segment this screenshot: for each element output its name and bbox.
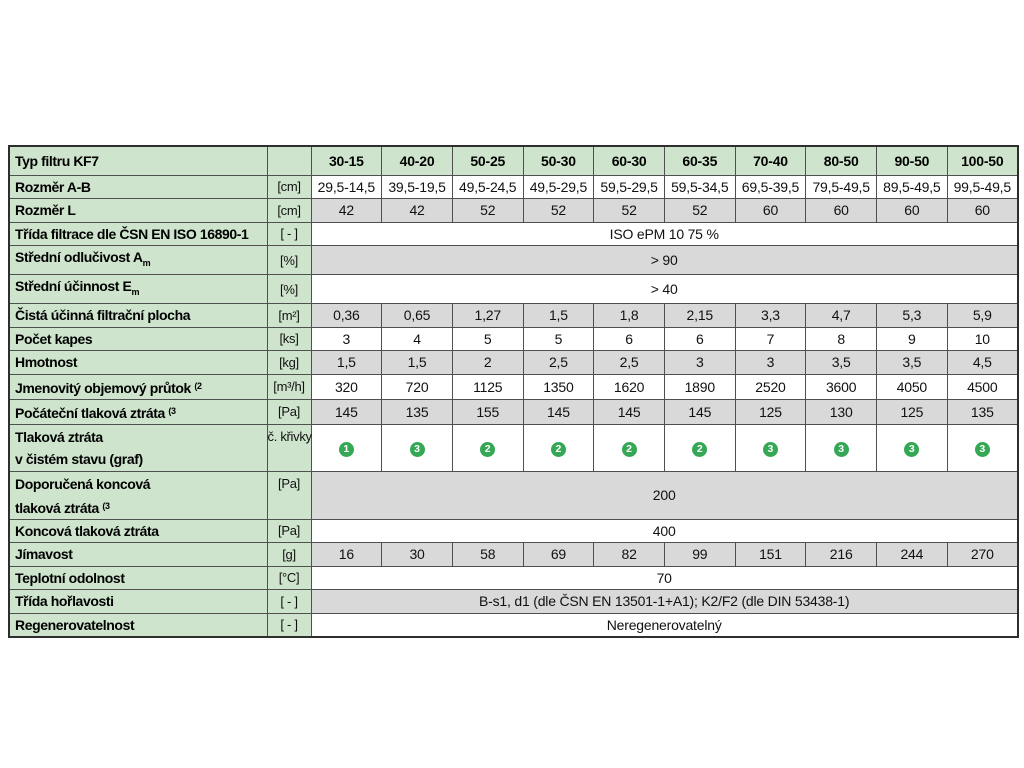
table-row-rozmer-l [9, 199, 1018, 223]
cell-pocatecni-tlakova-ztrata-9: 135 [947, 399, 1018, 424]
label-text: (2 [194, 380, 202, 391]
filter-spec-table [8, 145, 1019, 638]
table-row-stredni-ucinnost [9, 275, 1018, 304]
label-line [15, 520, 267, 542]
label-text: Rozměr L [15, 202, 76, 219]
cell-cista-plocha-9: 5,9 [947, 304, 1018, 328]
row-label-regenerovatelnost [9, 613, 267, 637]
label-text: Čistá účinná filtrační plocha [15, 307, 191, 324]
table-row-trida-horlavosti [9, 590, 1018, 614]
cell-rozmer-a-b-5: 59,5-34,5 [664, 175, 735, 199]
cell-pocatecni-tlakova-ztrata-8: 125 [877, 399, 948, 424]
label-text: Jmenovitý objemový průtok [15, 379, 195, 396]
curve-number-badge: 1 [339, 442, 354, 457]
cell-cista-plocha-4: 1,8 [594, 304, 665, 328]
curve-number-badge: 3 [763, 442, 778, 457]
cell-rozmer-a-b-2: 49,5-24,5 [452, 175, 523, 199]
cell-jmenovity-prutok-6: 2520 [735, 374, 806, 399]
cell-rozmer-a-b-1: 39,5-19,5 [382, 175, 453, 199]
row-unit-teplotni-odolnost: [°C] [267, 566, 311, 590]
column-header-9: 100-50 [947, 146, 1018, 175]
label-line [15, 223, 267, 245]
row-label-rozmer-a-b [9, 175, 267, 199]
column-header-6: 70-40 [735, 146, 806, 175]
row-label-cista-plocha [9, 304, 267, 328]
cell-stredni-ucinnost: > 40 [311, 275, 1018, 304]
cell-cista-plocha-2: 1,27 [452, 304, 523, 328]
cell-hmotnost-6: 3 [735, 351, 806, 375]
cell-cista-plocha-0: 0,36 [311, 304, 382, 328]
label-text: Počet kapes [15, 330, 93, 347]
row-unit-regenerovatelnost: [ - ] [267, 613, 311, 637]
row-unit-pocatecni-tlakova-ztrata: [Pa] [267, 399, 311, 424]
label-text: Koncová tlaková ztráta [15, 522, 159, 539]
cell-pocet-kapes-3: 5 [523, 327, 594, 351]
cell-rozmer-l-8: 60 [877, 199, 948, 223]
label-text: Hmotnost [15, 354, 78, 371]
cell-rozmer-l-5: 52 [664, 199, 735, 223]
row-label-pocatecni-tlakova-ztrata [9, 399, 267, 424]
label-line [15, 199, 267, 221]
row-unit-jimavost: [g] [267, 543, 311, 567]
row-label-pocet-kapes [9, 327, 267, 351]
column-header-3: 50-30 [523, 146, 594, 175]
cell-rozmer-l-4: 52 [594, 199, 665, 223]
cell-pocatecni-tlakova-ztrata-4: 145 [594, 399, 665, 424]
cell-pocet-kapes-7: 8 [806, 327, 877, 351]
cell-pocet-kapes-5: 6 [664, 327, 735, 351]
row-unit-jmenovity-prutok: [m³/h] [267, 374, 311, 399]
table-row-hmotnost [9, 351, 1018, 375]
cell-jmenovity-prutok-5: 1890 [664, 374, 735, 399]
row-unit-hmotnost: [kg] [267, 351, 311, 375]
column-header-1: 40-20 [382, 146, 453, 175]
curve-number-badge: 2 [480, 442, 495, 457]
cell-tlakova-ztrata-graf-4 [594, 424, 665, 471]
label-text: Rozměr A-B [15, 178, 91, 195]
cell-regenerovatelnost: Neregenerovatelný [311, 613, 1018, 637]
label-line [15, 351, 267, 373]
cell-jimavost-7: 216 [806, 543, 877, 567]
cell-tlakova-ztrata-graf-3 [523, 424, 594, 471]
cell-doporucena-koncova-ztrata: 200 [311, 471, 1018, 519]
cell-jmenovity-prutok-8: 4050 [877, 374, 948, 399]
table-row-tlakova-ztrata-graf [9, 424, 1018, 471]
cell-pocet-kapes-1: 4 [382, 327, 453, 351]
table-row-regenerovatelnost [9, 613, 1018, 637]
cell-jmenovity-prutok-4: 1620 [594, 374, 665, 399]
curve-number-badge: 2 [622, 442, 637, 457]
table-header [9, 146, 1018, 175]
cell-teplotni-odolnost: 70 [311, 566, 1018, 590]
label-text: v čistém stavu (graf) [15, 450, 143, 467]
column-header-7: 80-50 [806, 146, 877, 175]
cell-rozmer-l-7: 60 [806, 199, 877, 223]
cell-pocatecni-tlakova-ztrata-6: 125 [735, 399, 806, 424]
label-text: (3 [102, 500, 110, 511]
label-line [15, 275, 267, 303]
cell-rozmer-l-2: 52 [452, 199, 523, 223]
row-unit-pocet-kapes: [ks] [267, 327, 311, 351]
label-line [15, 375, 267, 399]
label-text: Střední účinnost E [15, 278, 132, 294]
cell-jmenovity-prutok-1: 720 [382, 374, 453, 399]
cell-tlakova-ztrata-graf-6 [735, 424, 806, 471]
row-unit-stredni-odlucivost: [%] [267, 246, 311, 275]
cell-rozmer-a-b-4: 59,5-29,5 [594, 175, 665, 199]
row-unit-trida-horlavosti: [ - ] [267, 590, 311, 614]
cell-hmotnost-2: 2 [452, 351, 523, 375]
header-row [9, 146, 1018, 175]
label-text: m [142, 258, 151, 268]
table-row-jmenovity-prutok [9, 374, 1018, 399]
row-label-stredni-ucinnost [9, 275, 267, 304]
row-unit-cista-plocha: [m²] [267, 304, 311, 328]
cell-jimavost-3: 69 [523, 543, 594, 567]
column-header-0: 30-15 [311, 146, 382, 175]
cell-jimavost-9: 270 [947, 543, 1018, 567]
cell-rozmer-l-1: 42 [382, 199, 453, 223]
label-text: m [131, 287, 140, 297]
curve-number-badge: 3 [975, 442, 990, 457]
cell-hmotnost-9: 4,5 [947, 351, 1018, 375]
cell-jimavost-1: 30 [382, 543, 453, 567]
cell-rozmer-l-3: 52 [523, 199, 594, 223]
cell-rozmer-a-b-9: 99,5-49,5 [947, 175, 1018, 199]
row-unit-trida-filtrace: [ - ] [267, 222, 311, 246]
cell-hmotnost-0: 1,5 [311, 351, 382, 375]
cell-trida-filtrace: ISO ePM 10 75 % [311, 222, 1018, 246]
row-unit-rozmer-l: [cm] [267, 199, 311, 223]
cell-rozmer-a-b-0: 29,5-14,5 [311, 175, 382, 199]
cell-pocet-kapes-0: 3 [311, 327, 382, 351]
row-label-hmotnost [9, 351, 267, 375]
cell-hmotnost-4: 2,5 [594, 351, 665, 375]
cell-jimavost-2: 58 [452, 543, 523, 567]
cell-tlakova-ztrata-graf-1 [382, 424, 453, 471]
cell-cista-plocha-1: 0,65 [382, 304, 453, 328]
datasheet-container [8, 145, 1019, 638]
cell-cista-plocha-7: 4,7 [806, 304, 877, 328]
table-row-rozmer-a-b [9, 175, 1018, 199]
cell-pocatecni-tlakova-ztrata-2: 155 [452, 399, 523, 424]
label-line [15, 246, 267, 274]
cell-tlakova-ztrata-graf-7 [806, 424, 877, 471]
row-label-trida-filtrace [9, 222, 267, 246]
label-text: Počáteční tlaková ztráta [15, 404, 169, 421]
label-text: Střední odlučivost A [15, 249, 143, 265]
row-label-trida-horlavosti [9, 590, 267, 614]
column-header-5: 60-35 [664, 146, 735, 175]
table-row-koncova-tlakova-ztrata [9, 519, 1018, 543]
cell-rozmer-a-b-6: 69,5-39,5 [735, 175, 806, 199]
curve-number-badge: 3 [904, 442, 919, 457]
row-label-koncova-tlakova-ztrata [9, 519, 267, 543]
cell-jimavost-8: 244 [877, 543, 948, 567]
cell-rozmer-l-9: 60 [947, 199, 1018, 223]
cell-jmenovity-prutok-9: 4500 [947, 374, 1018, 399]
curve-number-badge: 2 [692, 442, 707, 457]
cell-pocatecni-tlakova-ztrata-0: 145 [311, 399, 382, 424]
row-unit-koncova-tlakova-ztrata: [Pa] [267, 519, 311, 543]
cell-tlakova-ztrata-graf-2 [452, 424, 523, 471]
cell-rozmer-a-b-7: 79,5-49,5 [806, 175, 877, 199]
label-line [15, 590, 267, 612]
cell-cista-plocha-6: 3,3 [735, 304, 806, 328]
label-text: Doporučená koncová [15, 475, 151, 492]
cell-jimavost-0: 16 [311, 543, 382, 567]
label-line [15, 567, 267, 589]
row-label-doporucena-koncova-ztrata [9, 471, 267, 519]
cell-pocatecni-tlakova-ztrata-5: 145 [664, 399, 735, 424]
curve-number-badge: 3 [834, 442, 849, 457]
label-text: tlaková ztráta [15, 499, 103, 516]
cell-tlakova-ztrata-graf-8 [877, 424, 948, 471]
row-label-jimavost [9, 543, 267, 567]
label-text: Třída filtrace dle ČSN EN ISO 16890-1 [15, 225, 249, 242]
cell-pocet-kapes-2: 5 [452, 327, 523, 351]
cell-pocet-kapes-6: 7 [735, 327, 806, 351]
table-row-pocatecni-tlakova-ztrata [9, 399, 1018, 424]
cell-jmenovity-prutok-3: 1350 [523, 374, 594, 399]
label-line [15, 304, 267, 326]
label-line [15, 426, 267, 448]
cell-jmenovity-prutok-2: 1125 [452, 374, 523, 399]
label-line [15, 543, 267, 565]
label-text: (3 [168, 405, 176, 416]
column-header-4: 60-30 [594, 146, 665, 175]
row-label-stredni-odlucivost [9, 246, 267, 275]
row-unit-rozmer-a-b: [cm] [267, 175, 311, 199]
cell-hmotnost-5: 3 [664, 351, 735, 375]
cell-jmenovity-prutok-0: 320 [311, 374, 382, 399]
cell-tlakova-ztrata-graf-9 [947, 424, 1018, 471]
row-unit-doporucena-koncova-ztrata: [Pa] [267, 471, 311, 519]
curve-number-badge: 3 [410, 442, 425, 457]
label-line [15, 328, 267, 350]
label-line [15, 614, 267, 636]
cell-cista-plocha-5: 2,15 [664, 304, 735, 328]
label-line [15, 176, 267, 198]
cell-cista-plocha-8: 5,3 [877, 304, 948, 328]
cell-pocatecni-tlakova-ztrata-1: 135 [382, 399, 453, 424]
label-text: Třída hořlavosti [15, 593, 114, 610]
cell-trida-horlavosti: B-s1, d1 (dle ČSN EN 13501-1+A1); K2/F2 (dle DIN 53438-1) [311, 590, 1018, 614]
cell-stredni-odlucivost: > 90 [311, 246, 1018, 275]
row-label-teplotni-odolnost [9, 566, 267, 590]
curve-number-badge: 2 [551, 442, 566, 457]
cell-rozmer-l-0: 42 [311, 199, 382, 223]
label-line [15, 400, 267, 424]
cell-jimavost-4: 82 [594, 543, 665, 567]
cell-koncova-tlakova-ztrata: 400 [311, 519, 1018, 543]
cell-jimavost-5: 99 [664, 543, 735, 567]
cell-pocet-kapes-8: 9 [877, 327, 948, 351]
column-header-8: 90-50 [877, 146, 948, 175]
label-line [15, 495, 267, 519]
table-title: Typ filtru KF7 [9, 146, 267, 175]
cell-jmenovity-prutok-7: 3600 [806, 374, 877, 399]
column-header-2: 50-25 [452, 146, 523, 175]
cell-hmotnost-1: 1,5 [382, 351, 453, 375]
label-text: Jímavost [15, 546, 73, 563]
row-unit-stredni-ucinnost: [%] [267, 275, 311, 304]
label-text: Regenerovatelnost [15, 616, 135, 633]
table-body [9, 175, 1018, 637]
label-text: Tlaková ztráta [15, 428, 103, 445]
row-label-tlakova-ztrata-graf [9, 424, 267, 471]
row-unit-tlakova-ztrata-graf: č. křivky [267, 424, 311, 471]
cell-rozmer-l-6: 60 [735, 199, 806, 223]
cell-hmotnost-8: 3,5 [877, 351, 948, 375]
label-text: Teplotní odolnost [15, 569, 125, 586]
cell-pocatecni-tlakova-ztrata-7: 130 [806, 399, 877, 424]
cell-hmotnost-7: 3,5 [806, 351, 877, 375]
row-label-jmenovity-prutok [9, 374, 267, 399]
row-label-rozmer-l [9, 199, 267, 223]
table-row-doporucena-koncova-ztrata [9, 471, 1018, 519]
table-row-trida-filtrace [9, 222, 1018, 246]
cell-rozmer-a-b-8: 89,5-49,5 [877, 175, 948, 199]
label-line [15, 448, 267, 470]
cell-tlakova-ztrata-graf-5 [664, 424, 735, 471]
cell-rozmer-a-b-3: 49,5-29,5 [523, 175, 594, 199]
label-line [15, 473, 267, 495]
table-row-teplotni-odolnost [9, 566, 1018, 590]
cell-tlakova-ztrata-graf-0 [311, 424, 382, 471]
cell-pocet-kapes-9: 10 [947, 327, 1018, 351]
table-row-pocet-kapes [9, 327, 1018, 351]
header-unit-cell [267, 146, 311, 175]
cell-jimavost-6: 151 [735, 543, 806, 567]
cell-pocatecni-tlakova-ztrata-3: 145 [523, 399, 594, 424]
cell-cista-plocha-3: 1,5 [523, 304, 594, 328]
table-row-stredni-odlucivost [9, 246, 1018, 275]
table-row-cista-plocha [9, 304, 1018, 328]
cell-pocet-kapes-4: 6 [594, 327, 665, 351]
cell-hmotnost-3: 2,5 [523, 351, 594, 375]
table-row-jimavost [9, 543, 1018, 567]
